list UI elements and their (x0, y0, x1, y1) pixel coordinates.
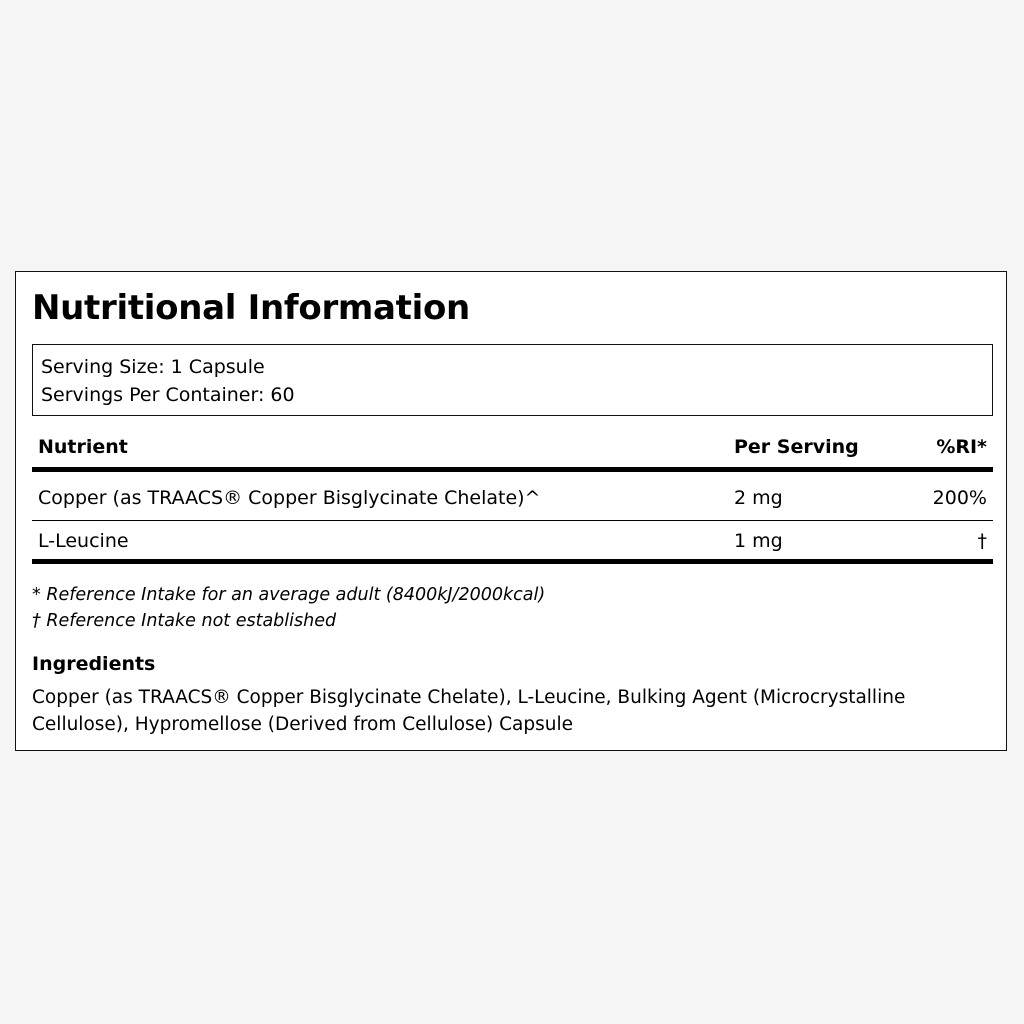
footnote-not-established: † Reference Intake not established (32, 611, 337, 631)
per-serving-value: 2 mg (734, 487, 783, 509)
table-row (32, 521, 993, 564)
footnotes (32, 582, 545, 634)
serving-size: Serving Size: 1 Capsule (41, 356, 265, 378)
nutrient-name: L-Leucine (38, 530, 129, 552)
footnote-reference-intake: * Reference Intake for an average adult (8400kJ/2000kcal) (32, 585, 546, 605)
table-row (32, 472, 993, 521)
nutrient-name: Copper (as TRAACS® Copper Bisglycinate Chelate)^ (38, 487, 541, 509)
table-header-row (32, 432, 993, 472)
servings-per-container: Servings Per Container: 60 (41, 384, 295, 406)
ingredients-heading: Ingredients (32, 653, 156, 675)
per-serving-value: 1 mg (734, 530, 783, 552)
serving-info-box (32, 344, 993, 416)
ri-value: 200% (932, 487, 987, 509)
ingredients-text: Copper (as TRAACS® Copper Bisglycinate Chelate), L-Leucine, Bulking Agent (Microcrystalline Cellulose), Hypromellose (Derived from Cellulose) Capsule (32, 687, 906, 735)
header-nutrient: Nutrient (38, 436, 128, 458)
ri-value: † (977, 530, 987, 552)
nutrition-panel (15, 271, 1007, 751)
header-per-serving: Per Serving (734, 436, 859, 458)
header-ri: %RI* (936, 436, 987, 458)
nutrient-table (32, 432, 993, 564)
panel-title: Nutritional Information (32, 288, 470, 328)
